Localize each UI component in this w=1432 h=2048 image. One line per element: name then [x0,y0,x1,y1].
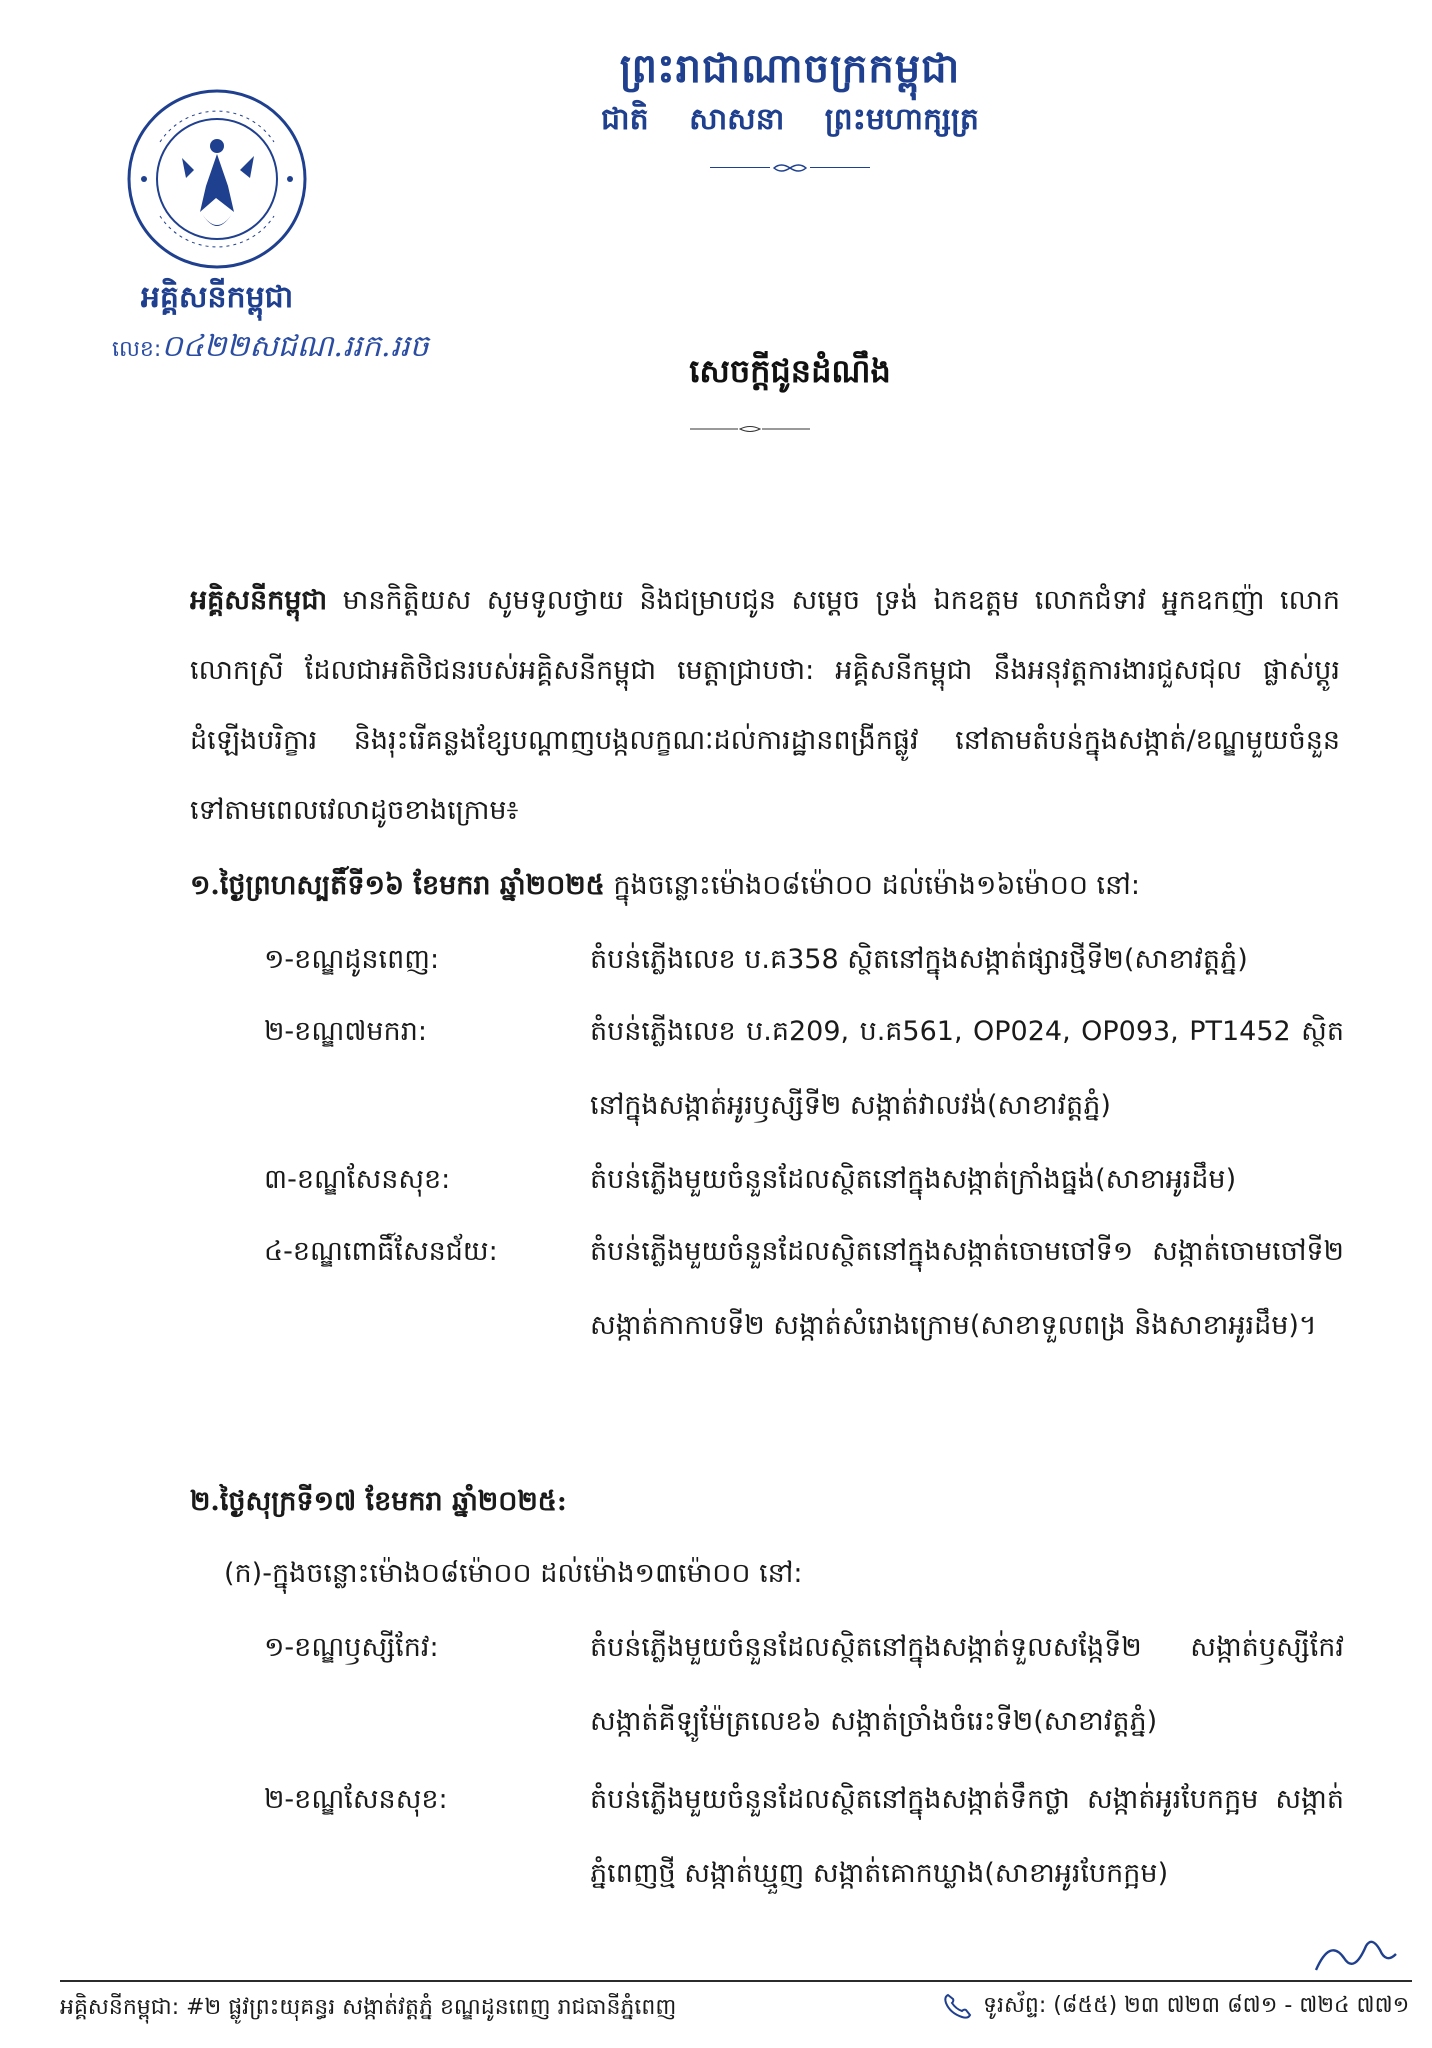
national-motto: ជាតិ សាសនា ព្រះមហាក្សត្រ [601,102,979,137]
area-description: តំបន់ភ្លើងមួយចំនួនដែលស្ថិតនៅក្នុងសង្កាត់ទឹកថ្លា សង្កាត់អូរបែកក្អម សង្កាត់ភ្នំពេញថ្មី សង្កាត់ឃ្មួញ សង្កាត់គោកឃ្លាង(សាខាអូរបែកក្អម) [590,1784,1344,1889]
district-label: ២-ខណ្ឌ៧មករា: [264,1016,427,1047]
phone-icon [940,1991,976,2021]
title-ornament-icon [690,424,810,434]
footer-contact [940,1990,1409,2022]
reference-value: ០៤២២សជណ.ររក.ររច [161,329,429,364]
header-ornament [710,162,870,174]
day1-heading [190,866,1140,906]
day2-heading: ២.ថ្ងៃសុក្រទី១៧ ខែមករា ឆ្នាំ២០២៥: [190,1486,567,1517]
ornament-icon [772,162,808,174]
footer-divider [60,1980,1412,1982]
district-label: ៤-ខណ្ឌពោធិ៍សែនជ័យ: [264,1236,498,1267]
district-label: ៣-ខណ្ឌសែនសុខ: [264,1164,451,1195]
district-label: ២-ខណ្ឌសែនសុខ: [264,1784,448,1815]
district-label: ១-ខណ្ឌដូនពេញ: [264,944,440,975]
day1-date: ១.ថ្ងៃព្រហស្បតិ៍ទី១៦ ខែមករា ឆ្នាំ២០២៥ [190,870,605,901]
district-label: ១-ខណ្ឌឫស្សីកែវ: [264,1632,439,1663]
area-description: តំបន់ភ្លើងមួយចំនួនដែលស្ថិតនៅក្នុងសង្កាត់ទួលសង្កែទី២ សង្កាត់ឫស្សីកែវ សង្កាត់គីឡូម៉ែត្រលេខ៦ សង្កាត់ច្រាំងចំរេះទី២(សាខាវត្តភ្នំ) [590,1632,1344,1737]
area-description: តំបន់ភ្លើងមួយចំនួនដែលស្ថិតនៅក្នុងសង្កាត់ចោមចៅទី១ សង្កាត់ចោមចៅទី២ សង្កាត់កាកាបទី២ សង្កាត់សំរោងក្រោម(សាខាទួលពង្រ និងសាខាអូរដឹម)។ [590,1236,1344,1341]
footer-address: អគ្គិសនីកម្ពុជា: #២ ផ្លូវព្រះយុគន្ធរ សង្កាត់វត្តភ្នំ ខណ្ឌដូនពេញ រាជធានីភ្នំពេញ [60,1995,677,2020]
intro-paragraph [190,566,1340,846]
reference-number [112,330,429,367]
area-description: តំបន់ភ្លើងមួយចំនួនដែលស្ថិតនៅក្នុងសង្កាត់ក្រាំងធ្នង់(សាខាអូរដឹម) [590,1164,1237,1195]
day2-time-range: (ក)-ក្នុងចន្លោះម៉ោង០៨ម៉ោ០០ ដល់ម៉ោង១៣ម៉ោ០០ នៅ: [224,1558,803,1589]
area-description: តំបន់ភ្លើងលេខ ប.គ209, ប.គ561, OP024, OP093, PT1452 ស្ថិតនៅក្នុងសង្កាត់អូរឫស្សីទី២ សង្កាត់វាលវង់(សាខាវត្តភ្នំ) [590,1016,1344,1121]
document-title: សេចក្តីជូនដំណឹង [689,352,891,390]
intro-text: មានកិត្តិយស សូមទូលថ្វាយ និងជម្រាបជូន សម្តេច ទ្រង់ ឯកឧត្តម លោកជំទាវ អ្នកឧកញ៉ា លោក លោកស្រី ដែលជាអតិថិជនរបស់អគ្គិសនីកម្ពុជា មេត្តាជ្រាបថា: អគ្គិសនីកម្ពុជា នឹងអនុវត្តការងារជួសជុល ផ្លាស់ប្តូរដំឡើងបរិក្ខារ និងរុះរើគន្លងខ្សែបណ្តាញបង្កលក្ខណៈដល់ការដ្ឋានពង្រីកផ្លូវ នៅតាមតំបន់ក្នុងសង្កាត់/ខណ្ឌមួយចំនួនទៅតាមពេលវេលាដូចខាងក្រោម៖ [190,585,1340,826]
day1-time: ក្នុងចន្លោះម៉ោង០៨ម៉ោ០០ ដល់ម៉ោង១៦ម៉ោ០០ នៅ: [604,870,1140,901]
kingdom-name: ព្រះរាជាណាចក្រកម្ពុជា [619,45,961,92]
phone-number: ទូរស័ព្ទ: (៨៥៥) ២៣ ៧២៣ ៨៧១ - ៧២៤ ៧៧១ [983,1993,1410,2018]
area-description: តំបន់ភ្លើងលេខ ប.គ358 ស្ថិតនៅក្នុងសង្កាត់ផ្សារថ្មីទី២(សាខាវត្តភ្នំ) [590,944,1248,975]
organization-name: អគ្គិសនីកម្ពុជា [140,280,294,315]
intro-lead: អគ្គិសនីកម្ពុជា [190,585,328,616]
reference-label: លេខ: [112,337,162,362]
seal-icon [124,86,310,272]
kingdom-header [520,44,1060,174]
